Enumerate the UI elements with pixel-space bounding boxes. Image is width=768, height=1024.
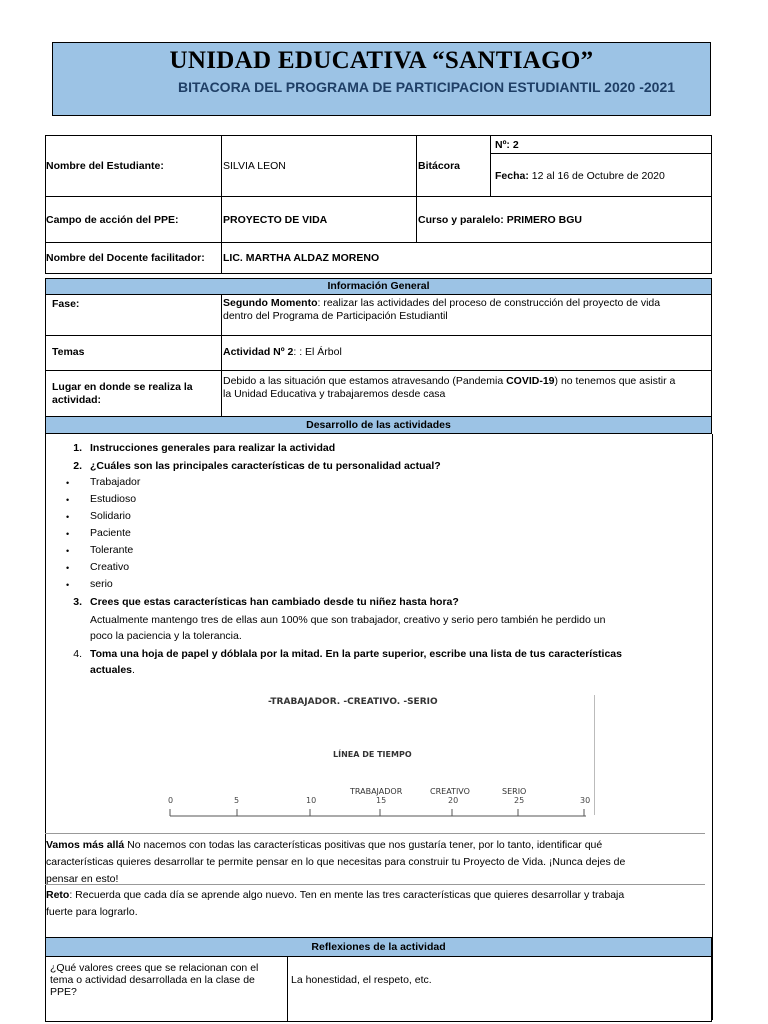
timeline-image xyxy=(156,695,596,821)
bitacora-date xyxy=(495,170,665,183)
vamos-mas-alla: Vamos más allá No nacemos con todas las características positivas que nos gustaría tener, por lo tanto, identificar qué características quieres desarrollar te permite pensar en lo que necesitas para construir tu Proyecto de Vida. ¡Nunca dejes de pensar en esto! xyxy=(46,839,626,885)
document-header xyxy=(52,42,711,116)
list-item: Paciente xyxy=(90,527,131,539)
place-body-2: ) no tenemos que asistir a xyxy=(554,375,676,387)
bitacora-label: Bitácora xyxy=(418,160,461,172)
date-value: 12 al 16 de Octubre de 2020 xyxy=(531,170,665,182)
list-item: serio xyxy=(90,578,113,590)
timeline-mark: CREATIVO xyxy=(430,787,470,796)
bitacora-number: Nº: 2 xyxy=(495,139,519,151)
field-label: Campo de acción del PPE: xyxy=(46,214,179,226)
topics-body: : : El Árbol xyxy=(293,346,342,358)
phase-text xyxy=(223,297,711,323)
general-info-band: Información General xyxy=(45,278,712,295)
list-item: Tolerante xyxy=(90,544,134,556)
list-item: Trabajador xyxy=(90,476,141,488)
list-item: Estudioso xyxy=(90,493,137,505)
list-item: Creativo xyxy=(90,561,130,573)
answer-3a: Actualmente mantengo tres de ellas aun 100% que son trabajador, creativo y serio pero también he perdido un xyxy=(90,614,606,626)
covid-bold: COVID-19 xyxy=(506,375,555,387)
timeline-tick: 30 xyxy=(580,796,591,805)
reto: Reto: Recuerda que cada día se aprende algo nuevo. Ten en mente las tres características que quieres desarrollar y trabaja fuerte para lograrlo. xyxy=(46,889,625,918)
reflections-band: Reflexiones de la actividad xyxy=(45,937,712,957)
program-subtitle: BITACORA DEL PROGRAMA DE PARTICIPACION ESTUDIANTIL 2020 -2021 xyxy=(177,79,676,95)
instruction-4a: Toma una hoja de papel y dóblala por la mitad. En la parte superior, escribe una lista de tus características xyxy=(90,648,622,660)
course-text: Curso y paralelo: PRIMERO BGU xyxy=(418,214,582,226)
instruction-3: Crees que estas características han cambiado desde tu niñez hasta hora? xyxy=(90,596,459,608)
topics-label: Temas xyxy=(52,346,85,358)
timeline-axis xyxy=(156,695,596,821)
phase-body-2: dentro del Programa de Participación Estudiantil xyxy=(223,310,448,322)
field-value: PROYECTO DE VIDA xyxy=(223,214,328,226)
timeline-mark: TRABAJADOR xyxy=(350,787,403,796)
timeline-center-label: LÍNEA DE TIEMPO xyxy=(333,750,412,759)
instruction-4b: actuales. xyxy=(90,664,135,676)
student-name-value: SILVIA LEON xyxy=(223,160,286,172)
place-label: Lugar en donde se realiza la actividad: xyxy=(52,381,193,406)
topics-bold: Actividad Nº 2 xyxy=(223,346,294,358)
teacher-label: Nombre del Docente facilitador: xyxy=(46,252,205,264)
timeline-tick: 0 xyxy=(168,796,174,805)
phase-label: Fase: xyxy=(52,298,80,310)
instruction-1: Instrucciones generales para realizar la actividad xyxy=(90,442,336,454)
teacher-value: LIC. MARTHA ALDAZ MORENO xyxy=(223,252,380,264)
place-body-1: Debido a las situación que estamos atravesando (Pandemia xyxy=(223,375,507,387)
timeline-tick: 15 xyxy=(376,796,387,805)
instruction-2: ¿Cuáles son las principales características de tu personalidad actual? xyxy=(90,460,441,472)
reflection-answer: La honestidad, el respeto, etc. xyxy=(291,974,432,986)
timeline-tick: 5 xyxy=(234,796,240,805)
school-title: UNIDAD EDUCATIVA “SANTIAGO” xyxy=(169,47,594,74)
development-band: Desarrollo de las actividades xyxy=(45,416,712,434)
topics-text xyxy=(223,346,342,359)
timeline-tick: 20 xyxy=(448,796,459,805)
timeline-tick: 25 xyxy=(514,796,525,805)
date-label: Fecha: xyxy=(495,170,529,182)
phase-bold: Segundo Momento xyxy=(223,297,318,309)
place-body-3: la Unidad Educativa y trabajaremos desde casa xyxy=(223,388,446,400)
timeline-mark: SERIO xyxy=(502,787,527,796)
answer-3b: poco la paciencia y la tolerancia. xyxy=(90,630,242,642)
timeline-tick: 10 xyxy=(306,796,317,805)
list-item: Solidario xyxy=(90,510,131,522)
student-name-label: Nombre del Estudiante: xyxy=(46,160,164,172)
place-text xyxy=(223,375,713,401)
phase-body: : realizar las actividades del proceso de construcción del proyecto de vida xyxy=(317,297,661,309)
timeline-top-list: -TRABAJADOR. -CREATIVO. -SERIO xyxy=(268,697,438,707)
reflection-question: ¿Qué valores crees que se relacionan con el tema o actividad desarrollada en la clase de PPE? xyxy=(50,962,259,998)
